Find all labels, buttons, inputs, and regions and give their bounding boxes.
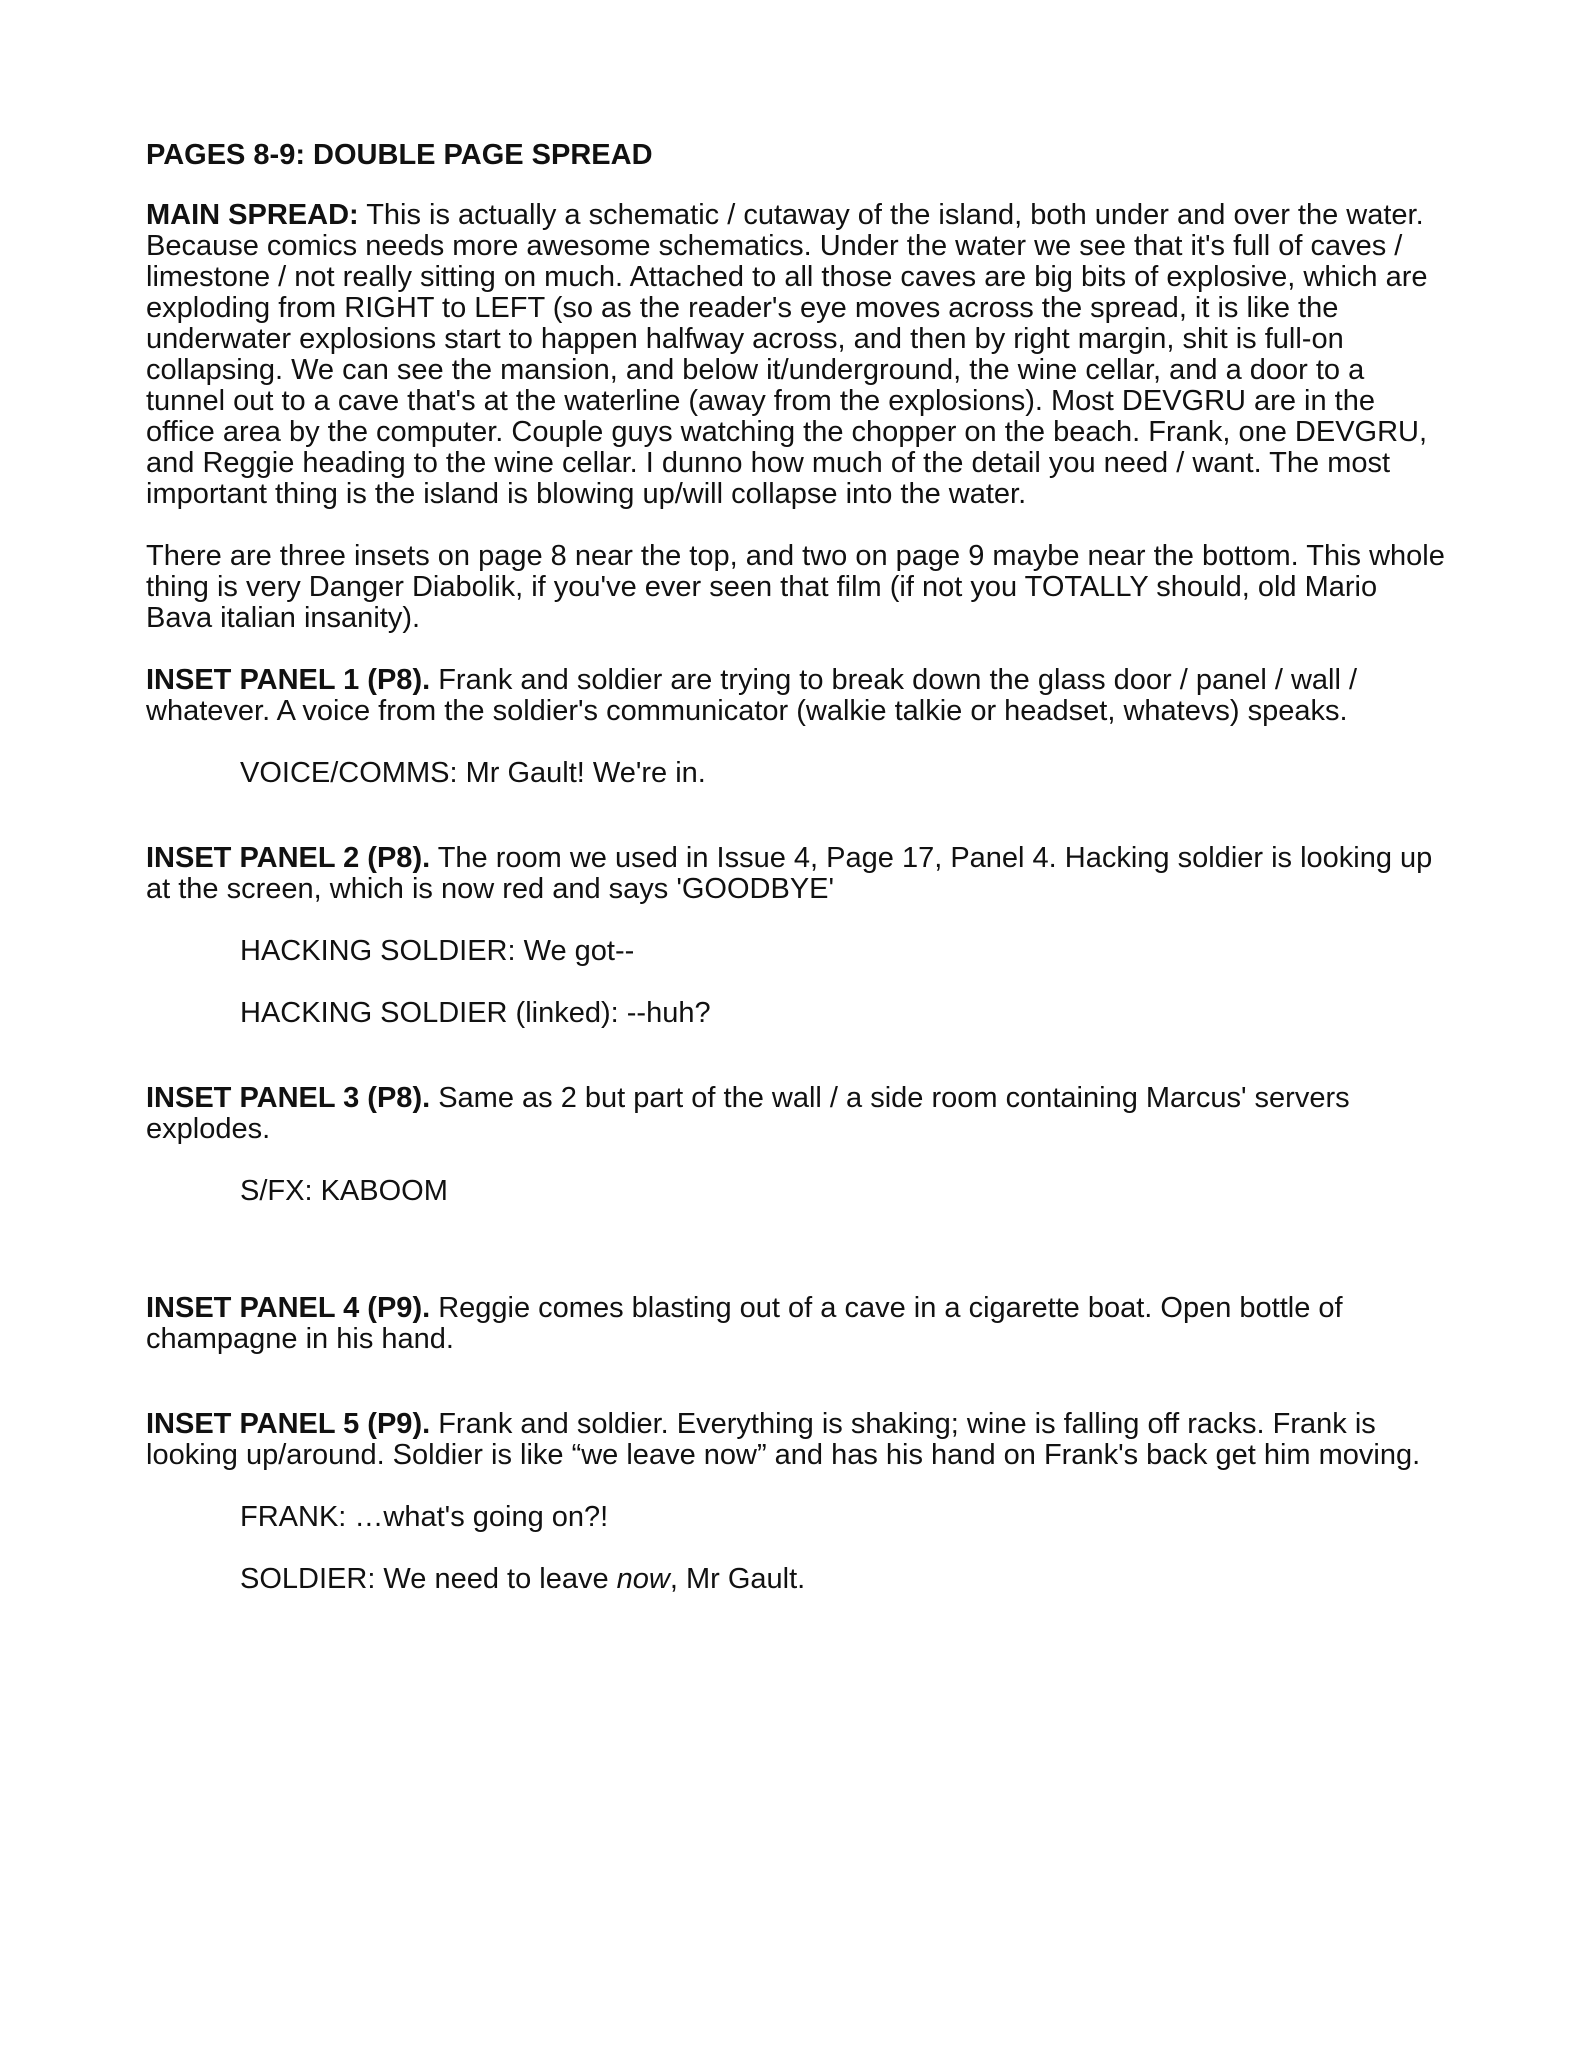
main-spread-description: [146, 200, 1446, 510]
sfx-line: S/FX: KABOOM: [240, 1175, 448, 1207]
inset-panel-3-label: INSET PANEL 3 (P8).: [146, 1082, 431, 1114]
inset-panel-4-description: [146, 1293, 1446, 1355]
dialogue-line: HACKING SOLDIER: We got--: [240, 935, 635, 967]
inset-panel-1-text: Frank and soldier are trying to break down the glass door / panel / wall / whatever. A voice from the soldier's communicator (walkie talkie or headset, whatevs) speaks.: [146, 664, 1358, 727]
inset-panel-5-description: [146, 1409, 1446, 1471]
inset-panel-5-text: Frank and soldier. Everything is shaking; wine is falling off racks. Frank is looking up/around. Soldier is like “we leave now” and has his hand on Frank's back get him moving.: [146, 1408, 1421, 1471]
page-heading: PAGES 8-9: DOUBLE PAGE SPREAD: [146, 139, 653, 171]
inset-panel-3-description: [146, 1083, 1446, 1145]
script-page: [146, 140, 1446, 1626]
dialogue-line: HACKING SOLDIER (linked): --huh?: [240, 997, 711, 1029]
inset-panel-2-text: The room we used in Issue 4, Page 17, Panel 4. Hacking soldier is looking up at the screen, which is now red and says 'GOODBYE': [146, 842, 1433, 905]
insets-note: There are three insets on page 8 near the top, and two on page 9 maybe near the bottom. This whole thing is very Danger Diabolik, if you've ever seen that film (if not you TOTALLY should, old Mario Bava italian insanity).: [146, 540, 1445, 634]
inset-panel-1-description: [146, 665, 1446, 727]
main-spread-text: This is actually a schematic / cutaway of the island, both under and over the water. Because comics needs more awesome schematics. Under the water we see that it's full of caves / limestone / not really sitting on much. Attached to all those caves are big bits of explosive, which are exploding from RIGHT to LEFT (so as the reader's eye moves across the spread, it is like the underwater explosions start to happen halfway across, and then by right margin, shit is full-on collapsing. We can see the mansion, and below it/underground, the wine cellar, and a door to a tunnel out to a cave that's at the waterline (away from the explosions). Most DEVGRU are in the office area by the computer. Couple guys watching the chopper on the beach. Frank, one DEVGRU, and Reggie heading to the wine cellar. I dunno how much of the detail you need / want. The most important thing is the island is blowing up/will collapse into the water.: [146, 199, 1428, 510]
dialogue-line: FRANK: …what's going on?!: [240, 1501, 609, 1533]
inset-panel-4-text: Reggie comes blasting out of a cave in a cigarette boat. Open bottle of champagne in his hand.: [146, 1292, 1343, 1355]
inset-panel-3-text: Same as 2 but part of the wall / a side room containing Marcus' servers explodes.: [146, 1082, 1350, 1145]
inset-panel-1-label: INSET PANEL 1 (P8).: [146, 664, 431, 696]
dialogue-line-final: [240, 1564, 1446, 1595]
dialogue-emphasis: now: [616, 1563, 670, 1595]
dialogue-before: SOLDIER: We need to leave: [240, 1563, 617, 1595]
inset-panel-5-label: INSET PANEL 5 (P9).: [146, 1408, 431, 1440]
dialogue-line: VOICE/COMMS: Mr Gault! We're in.: [240, 757, 706, 789]
main-spread-label: MAIN SPREAD:: [146, 199, 359, 231]
inset-panel-2-label: INSET PANEL 2 (P8).: [146, 842, 431, 874]
inset-panel-2-description: [146, 843, 1446, 905]
dialogue-after: , Mr Gault.: [669, 1563, 806, 1595]
inset-panel-4-label: INSET PANEL 4 (P9).: [146, 1292, 431, 1324]
